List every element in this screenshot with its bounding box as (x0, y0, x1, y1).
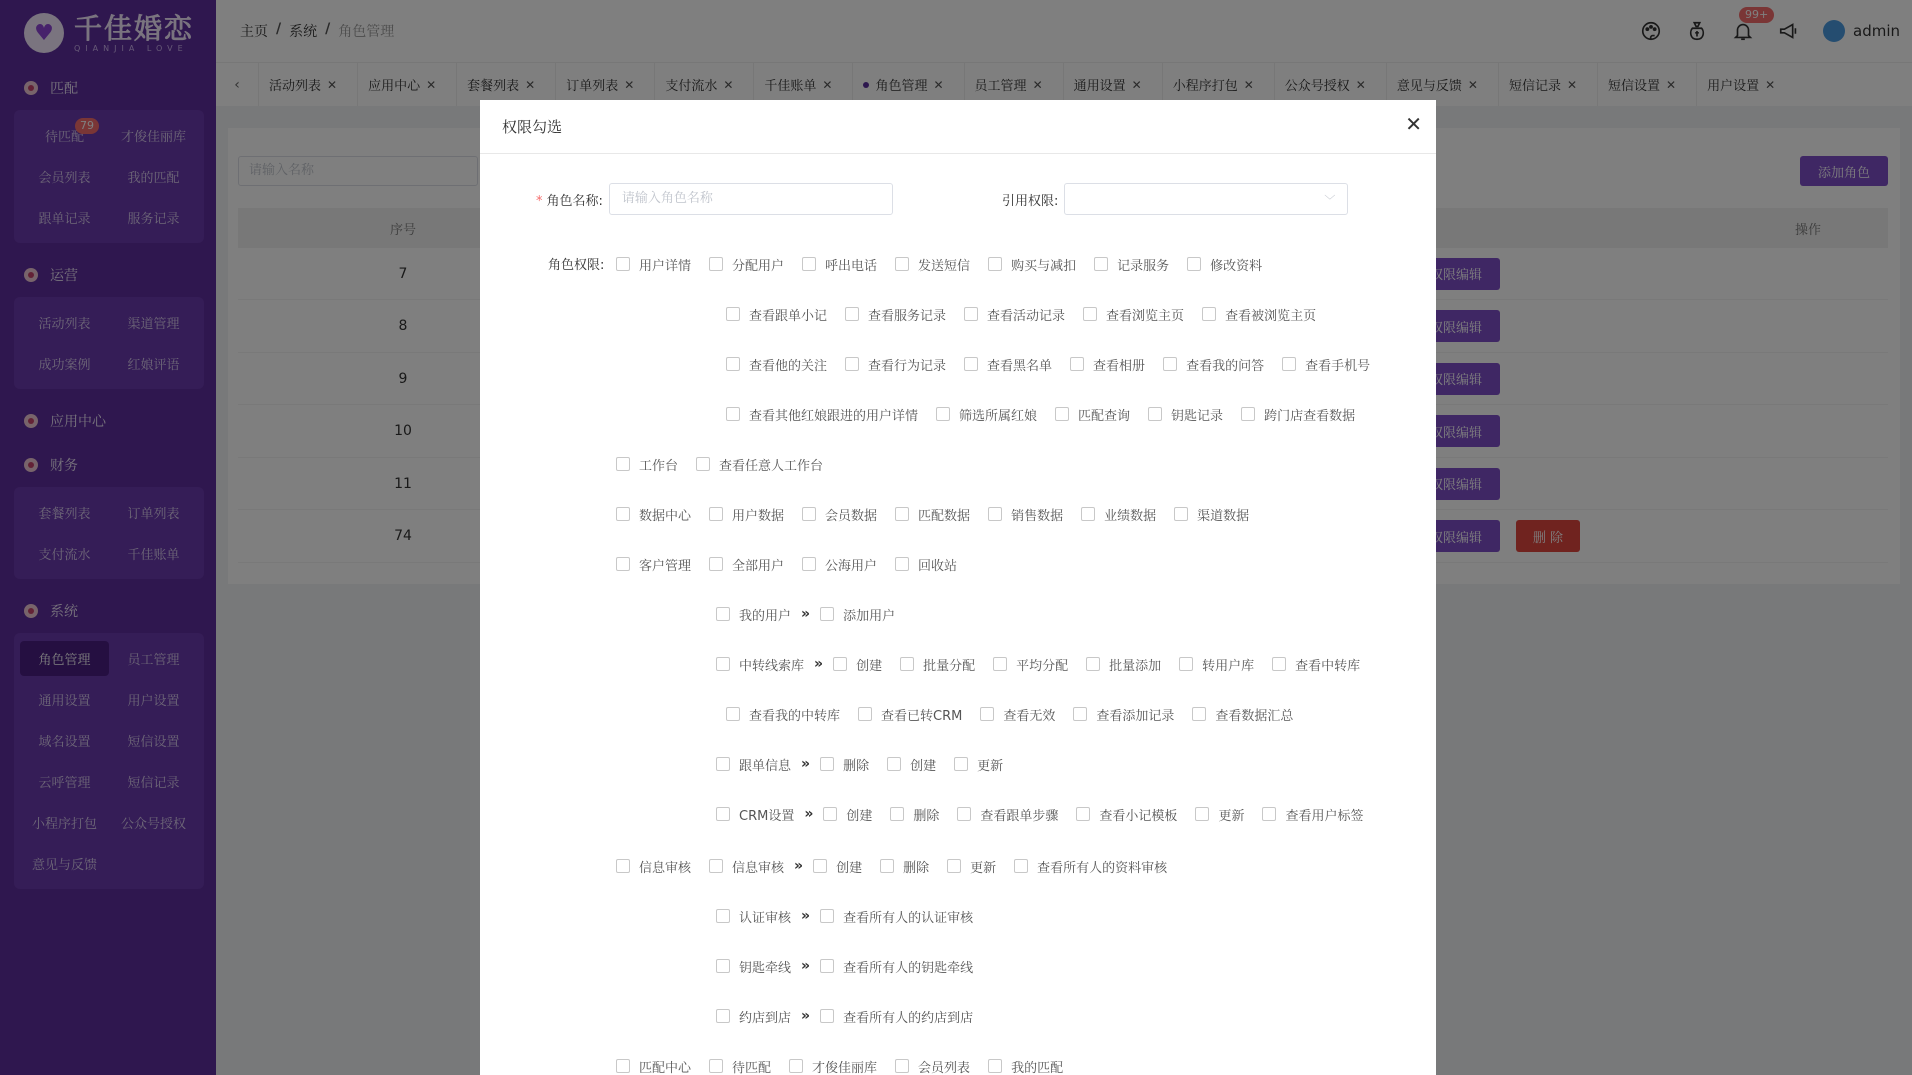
checkbox-box[interactable] (1073, 707, 1087, 721)
permission-checkbox[interactable] (726, 705, 840, 724)
checkbox-box[interactable] (895, 507, 909, 521)
permission-label: 认证审核 (739, 910, 792, 926)
checkbox-box[interactable] (947, 859, 961, 873)
checkbox-box[interactable] (1076, 807, 1090, 821)
checkbox-box[interactable] (709, 859, 723, 873)
permission-label: 添加用户 (843, 608, 896, 624)
permission-dialog (480, 100, 1436, 1075)
permission-label: 删除 (843, 758, 870, 774)
permission-checkbox[interactable] (964, 305, 1065, 324)
checkbox-box[interactable] (716, 1009, 730, 1023)
permission-checkbox[interactable] (845, 355, 946, 374)
permission-row (716, 654, 1378, 674)
checkbox-box[interactable] (820, 1009, 834, 1023)
permission-checkbox[interactable] (833, 655, 882, 674)
permission-checkbox[interactable] (1073, 705, 1174, 724)
checkbox-box[interactable] (820, 909, 834, 923)
checkbox-box[interactable] (616, 457, 630, 471)
checkbox-box[interactable] (988, 257, 1002, 271)
permission-checkbox[interactable] (802, 555, 877, 574)
permission-checkbox[interactable] (616, 555, 691, 574)
checkbox-box[interactable] (1187, 257, 1201, 271)
chevron-down-icon: ﹀ (1324, 194, 1336, 207)
permission-checkbox[interactable] (1192, 705, 1293, 724)
permission-label: 客户管理 (639, 558, 692, 574)
checkbox-box[interactable] (802, 257, 816, 271)
checkbox-box[interactable] (1014, 859, 1028, 873)
permission-row (716, 804, 1381, 824)
checkbox-box[interactable] (988, 507, 1002, 521)
checkbox-box[interactable] (880, 859, 894, 873)
checkbox-box[interactable] (1195, 807, 1209, 821)
permission-checkbox[interactable] (716, 655, 804, 674)
permission-checkbox[interactable] (709, 555, 784, 574)
permission-checkbox[interactable] (696, 455, 823, 474)
permission-row (616, 254, 1280, 274)
permission-label: 用户数据 (732, 508, 785, 524)
permission-label: 查看所有人的约店到店 (843, 1010, 974, 1026)
permission-checkbox[interactable] (709, 505, 784, 524)
permission-label: 我的匹配 (1011, 1060, 1064, 1075)
permission-label: 更新 (977, 758, 1004, 774)
checkbox-box[interactable] (716, 807, 730, 821)
checkbox-box[interactable] (900, 657, 914, 671)
permission-row (726, 354, 1388, 374)
permission-checkbox[interactable] (1094, 255, 1169, 274)
checkbox-box[interactable] (1094, 257, 1108, 271)
permission-label: 会员列表 (918, 1060, 971, 1075)
permission-row (616, 454, 841, 474)
permission-row (616, 504, 1267, 524)
checkbox-box[interactable] (726, 307, 740, 321)
permission-label: CRM设置 (739, 808, 795, 824)
permission-checkbox[interactable] (988, 505, 1063, 524)
checkbox-box[interactable] (716, 757, 730, 771)
permission-row (716, 906, 991, 926)
permission-row (616, 856, 1185, 876)
permission-checkbox[interactable] (964, 355, 1052, 374)
checkbox-box[interactable] (813, 859, 827, 873)
permission-checkbox[interactable] (957, 805, 1058, 824)
permission-label: 查看被浏览主页 (1225, 308, 1317, 324)
checkbox-box[interactable] (709, 507, 723, 521)
checkbox-box[interactable] (820, 959, 834, 973)
permission-checkbox[interactable] (789, 1057, 877, 1075)
permission-checkbox[interactable] (709, 1057, 771, 1075)
permission-label: 才俊佳丽库 (812, 1060, 878, 1075)
permission-label: 查看服务记录 (868, 308, 947, 324)
checkbox-box[interactable] (1192, 707, 1206, 721)
permission-label: 公海用户 (825, 558, 878, 574)
checkbox-box[interactable] (845, 307, 859, 321)
permission-checkbox[interactable] (820, 957, 973, 976)
checkbox-box[interactable] (802, 507, 816, 521)
checkbox-box[interactable] (895, 557, 909, 571)
permission-checkbox[interactable] (1076, 805, 1177, 824)
checkbox-box[interactable] (1148, 407, 1162, 421)
permission-checkbox[interactable] (1163, 355, 1264, 374)
permission-checkbox[interactable] (980, 705, 1055, 724)
permission-label: 中转线索库 (739, 658, 805, 674)
permission-label: 查看我的中转库 (749, 708, 841, 724)
dialog-title: 权限勾选 (502, 118, 563, 136)
permission-label: 待匹配 (732, 1060, 772, 1075)
permission-checkbox[interactable] (726, 355, 827, 374)
permission-checkbox[interactable] (716, 1007, 791, 1026)
checkbox-box[interactable] (964, 307, 978, 321)
permission-checkbox[interactable] (993, 655, 1068, 674)
checkbox-box[interactable] (895, 257, 909, 271)
permission-checkbox[interactable] (1148, 405, 1223, 424)
permission-label: 用户详情 (639, 258, 692, 274)
permission-label: 删除 (903, 860, 930, 876)
double-chevron-right-icon: » (794, 858, 804, 874)
checkbox-box[interactable] (1262, 807, 1276, 821)
checkbox-box[interactable] (993, 657, 1007, 671)
permission-checkbox[interactable] (820, 1007, 973, 1026)
permission-checkbox[interactable] (1083, 305, 1184, 324)
permission-label: 创建 (846, 808, 873, 824)
permission-checkbox[interactable] (1202, 305, 1316, 324)
permission-label: 创建 (856, 658, 883, 674)
permission-label: 查看任意人工作台 (719, 458, 824, 474)
checkbox-box[interactable] (709, 1059, 723, 1073)
checkbox-box[interactable] (716, 607, 730, 621)
checkbox-box[interactable] (616, 507, 630, 521)
permission-label: 购买与减扣 (1011, 258, 1077, 274)
permission-row (716, 754, 1021, 774)
permission-checkbox[interactable] (880, 857, 929, 876)
permission-checkbox[interactable] (887, 755, 936, 774)
permission-checkbox[interactable] (616, 505, 691, 524)
permission-checkbox[interactable] (1241, 405, 1355, 424)
permission-checkbox[interactable] (616, 255, 691, 274)
checkbox-box[interactable] (1179, 657, 1193, 671)
checkbox-box[interactable] (823, 807, 837, 821)
checkbox-box[interactable] (1070, 357, 1084, 371)
checkbox-box[interactable] (616, 257, 630, 271)
permission-label: 查看无效 (1003, 708, 1056, 724)
permission-label: 筛选所属红娘 (959, 408, 1038, 424)
checkbox-box[interactable] (1282, 357, 1296, 371)
checkbox-box[interactable] (709, 257, 723, 271)
permission-label: 查看所有人的认证审核 (843, 910, 974, 926)
checkbox-box[interactable] (716, 657, 730, 671)
checkbox-box[interactable] (616, 557, 630, 571)
checkbox-box[interactable] (1174, 507, 1188, 521)
checkbox-box[interactable] (833, 657, 847, 671)
permission-checkbox[interactable] (1187, 255, 1262, 274)
permission-label: 匹配中心 (639, 1060, 692, 1075)
permission-checkbox[interactable] (820, 755, 869, 774)
permission-checkbox[interactable] (1179, 655, 1254, 674)
permission-label: 信息审核 (639, 860, 692, 876)
permission-row (716, 604, 913, 624)
checkbox-box[interactable] (1086, 657, 1100, 671)
permission-label: 跟单信息 (739, 758, 792, 774)
checkbox-box[interactable] (820, 607, 834, 621)
permission-checkbox[interactable] (716, 755, 791, 774)
permission-label: 查看浏览主页 (1106, 308, 1185, 324)
permission-label: 创建 (910, 758, 937, 774)
permission-checkbox[interactable] (1262, 805, 1363, 824)
checkbox-box[interactable] (887, 757, 901, 771)
permission-label: 查看黑名单 (987, 358, 1053, 374)
permission-label: 记录服务 (1117, 258, 1170, 274)
permission-checkbox[interactable] (858, 705, 962, 724)
permission-label: 业绩数据 (1104, 508, 1157, 524)
permission-checkbox[interactable] (1272, 655, 1360, 674)
permission-label: 跨门店查看数据 (1264, 408, 1356, 424)
permission-label: 查看添加记录 (1096, 708, 1175, 724)
permission-checkbox[interactable] (820, 605, 895, 624)
permission-label: 查看相册 (1093, 358, 1146, 374)
permission-label: 查看他的关注 (749, 358, 828, 374)
permission-label: 创建 (836, 860, 863, 876)
permission-row (616, 1056, 1081, 1075)
checkbox-box[interactable] (726, 357, 740, 371)
permission-checkbox[interactable] (716, 805, 794, 824)
checkbox-box[interactable] (802, 557, 816, 571)
permission-label: 我的用户 (739, 608, 792, 624)
checkbox-box[interactable] (957, 807, 971, 821)
permission-label: 工作台 (639, 458, 679, 474)
checkbox-box[interactable] (936, 407, 950, 421)
role-name-input[interactable]: 请输入角色名称 (609, 183, 893, 215)
permission-checkbox[interactable] (709, 857, 784, 876)
permission-label: 匹配查询 (1078, 408, 1131, 424)
permission-checkbox[interactable] (726, 405, 918, 424)
permission-row (716, 1006, 991, 1026)
checkbox-box[interactable] (1272, 657, 1286, 671)
permission-checkbox[interactable] (823, 805, 872, 824)
permission-label: 回收站 (918, 558, 958, 574)
permission-checkbox[interactable] (895, 505, 970, 524)
checkbox-box[interactable] (1083, 307, 1097, 321)
permission-checkbox[interactable] (616, 857, 691, 876)
permission-label: 查看其他红娘跟进的用户详情 (749, 408, 919, 424)
permission-checkbox[interactable] (716, 907, 791, 926)
permission-label: 钥匙牵线 (739, 960, 792, 976)
permission-label: 查看所有人的钥匙牵线 (843, 960, 974, 976)
role-permission-label: 角色权限: (548, 258, 605, 273)
permission-label: 查看小记模板 (1099, 808, 1178, 824)
checkbox-box[interactable] (1081, 507, 1095, 521)
checkbox-box[interactable] (1241, 407, 1255, 421)
permission-checkbox[interactable] (954, 755, 1003, 774)
permission-checkbox[interactable] (890, 805, 939, 824)
permission-checkbox[interactable] (716, 605, 791, 624)
permission-label: 更新 (1218, 808, 1245, 824)
permission-checkbox[interactable] (1282, 355, 1370, 374)
permission-checkbox[interactable] (895, 255, 970, 274)
reference-permission-label: 引用权限: (1002, 193, 1059, 209)
checkbox-box[interactable] (890, 807, 904, 821)
checkbox-box[interactable] (1163, 357, 1177, 371)
permission-checkbox[interactable] (616, 455, 678, 474)
permission-label: 查看用户标签 (1285, 808, 1364, 824)
checkbox-box[interactable] (696, 457, 710, 471)
checkbox-box[interactable] (845, 357, 859, 371)
permission-checkbox[interactable] (1070, 355, 1145, 374)
permission-checkbox[interactable] (936, 405, 1037, 424)
checkbox-box[interactable] (726, 407, 740, 421)
permission-label: 查看已转CRM (881, 708, 963, 724)
permission-checkbox[interactable] (813, 857, 862, 876)
permission-row (726, 304, 1334, 324)
permission-checkbox[interactable] (845, 305, 946, 324)
permission-checkbox[interactable] (726, 305, 827, 324)
permission-checkbox[interactable] (716, 957, 791, 976)
permission-checkbox[interactable] (1086, 655, 1161, 674)
double-chevron-right-icon: » (801, 958, 811, 974)
permission-label: 匹配数据 (918, 508, 971, 524)
permission-label: 查看所有人的资料审核 (1037, 860, 1168, 876)
permission-checkbox[interactable] (1174, 505, 1249, 524)
permission-checkbox[interactable] (802, 505, 877, 524)
checkbox-box[interactable] (709, 557, 723, 571)
double-chevron-right-icon: » (801, 756, 811, 772)
checkbox-box[interactable] (616, 1059, 630, 1073)
checkbox-box[interactable] (1055, 407, 1069, 421)
checkbox-box[interactable] (988, 1059, 1002, 1073)
permission-checkbox[interactable] (1014, 857, 1167, 876)
permission-label: 钥匙记录 (1171, 408, 1224, 424)
permission-checkbox[interactable] (895, 555, 957, 574)
checkbox-box[interactable] (964, 357, 978, 371)
permission-row (716, 956, 991, 976)
permission-checkbox[interactable] (1195, 805, 1244, 824)
permission-row (726, 404, 1373, 424)
permission-label: 销售数据 (1011, 508, 1064, 524)
permission-checkbox[interactable] (802, 255, 877, 274)
permission-label: 查看跟单步骤 (980, 808, 1059, 824)
checkbox-box[interactable] (616, 859, 630, 873)
checkbox-box[interactable] (895, 1059, 909, 1073)
reference-permission-select[interactable] (1064, 183, 1348, 215)
permission-label: 删除 (913, 808, 940, 824)
checkbox-box[interactable] (789, 1059, 803, 1073)
permission-label: 查看手机号 (1305, 358, 1371, 374)
permission-checkbox[interactable] (988, 255, 1076, 274)
double-chevron-right-icon: » (801, 606, 811, 622)
permission-checkbox[interactable] (900, 655, 975, 674)
permission-row (726, 704, 1311, 724)
permission-label: 数据中心 (639, 508, 692, 524)
close-icon[interactable]: ✕ (1405, 112, 1422, 136)
permission-label: 平均分配 (1016, 658, 1069, 674)
permission-label: 呼出电话 (825, 258, 878, 274)
permission-label: 约店到店 (739, 1010, 792, 1026)
permission-row (616, 554, 975, 574)
double-chevron-right-icon: » (814, 656, 824, 672)
checkbox-box[interactable] (726, 707, 740, 721)
permission-label: 查看中转库 (1295, 658, 1361, 674)
permission-checkbox[interactable] (1081, 505, 1156, 524)
permission-checkbox[interactable] (820, 907, 973, 926)
checkbox-box[interactable] (954, 757, 968, 771)
permission-label: 渠道数据 (1197, 508, 1250, 524)
permission-label: 查看活动记录 (987, 308, 1066, 324)
permission-checkbox[interactable] (709, 255, 784, 274)
permission-label: 信息审核 (732, 860, 785, 876)
role-name-label: * 角色名称: (536, 193, 603, 209)
double-chevron-right-icon: » (804, 806, 814, 822)
permission-label: 更新 (970, 860, 997, 876)
permission-checkbox[interactable] (988, 1057, 1063, 1075)
permission-checkbox[interactable] (1055, 405, 1130, 424)
permission-label: 发送短信 (918, 258, 971, 274)
permission-label: 批量分配 (923, 658, 976, 674)
permission-label: 批量添加 (1109, 658, 1162, 674)
checkbox-box[interactable] (716, 909, 730, 923)
checkbox-box[interactable] (1202, 307, 1216, 321)
permission-checkbox[interactable] (616, 1057, 691, 1075)
permission-checkbox[interactable] (895, 1057, 970, 1075)
permission-label: 修改资料 (1210, 258, 1263, 274)
permission-label: 查看数据汇总 (1215, 708, 1294, 724)
checkbox-box[interactable] (980, 707, 994, 721)
permission-checkbox[interactable] (947, 857, 996, 876)
checkbox-box[interactable] (820, 757, 834, 771)
permission-label: 查看跟单小记 (749, 308, 828, 324)
checkbox-box[interactable] (716, 959, 730, 973)
permission-label: 查看行为记录 (868, 358, 947, 374)
permission-label: 全部用户 (732, 558, 785, 574)
checkbox-box[interactable] (858, 707, 872, 721)
permission-label: 会员数据 (825, 508, 878, 524)
permission-label: 分配用户 (732, 258, 785, 274)
permission-label: 转用户库 (1202, 658, 1255, 674)
permission-label: 查看我的问答 (1186, 358, 1265, 374)
double-chevron-right-icon: » (801, 908, 811, 924)
double-chevron-right-icon: » (801, 1008, 811, 1024)
